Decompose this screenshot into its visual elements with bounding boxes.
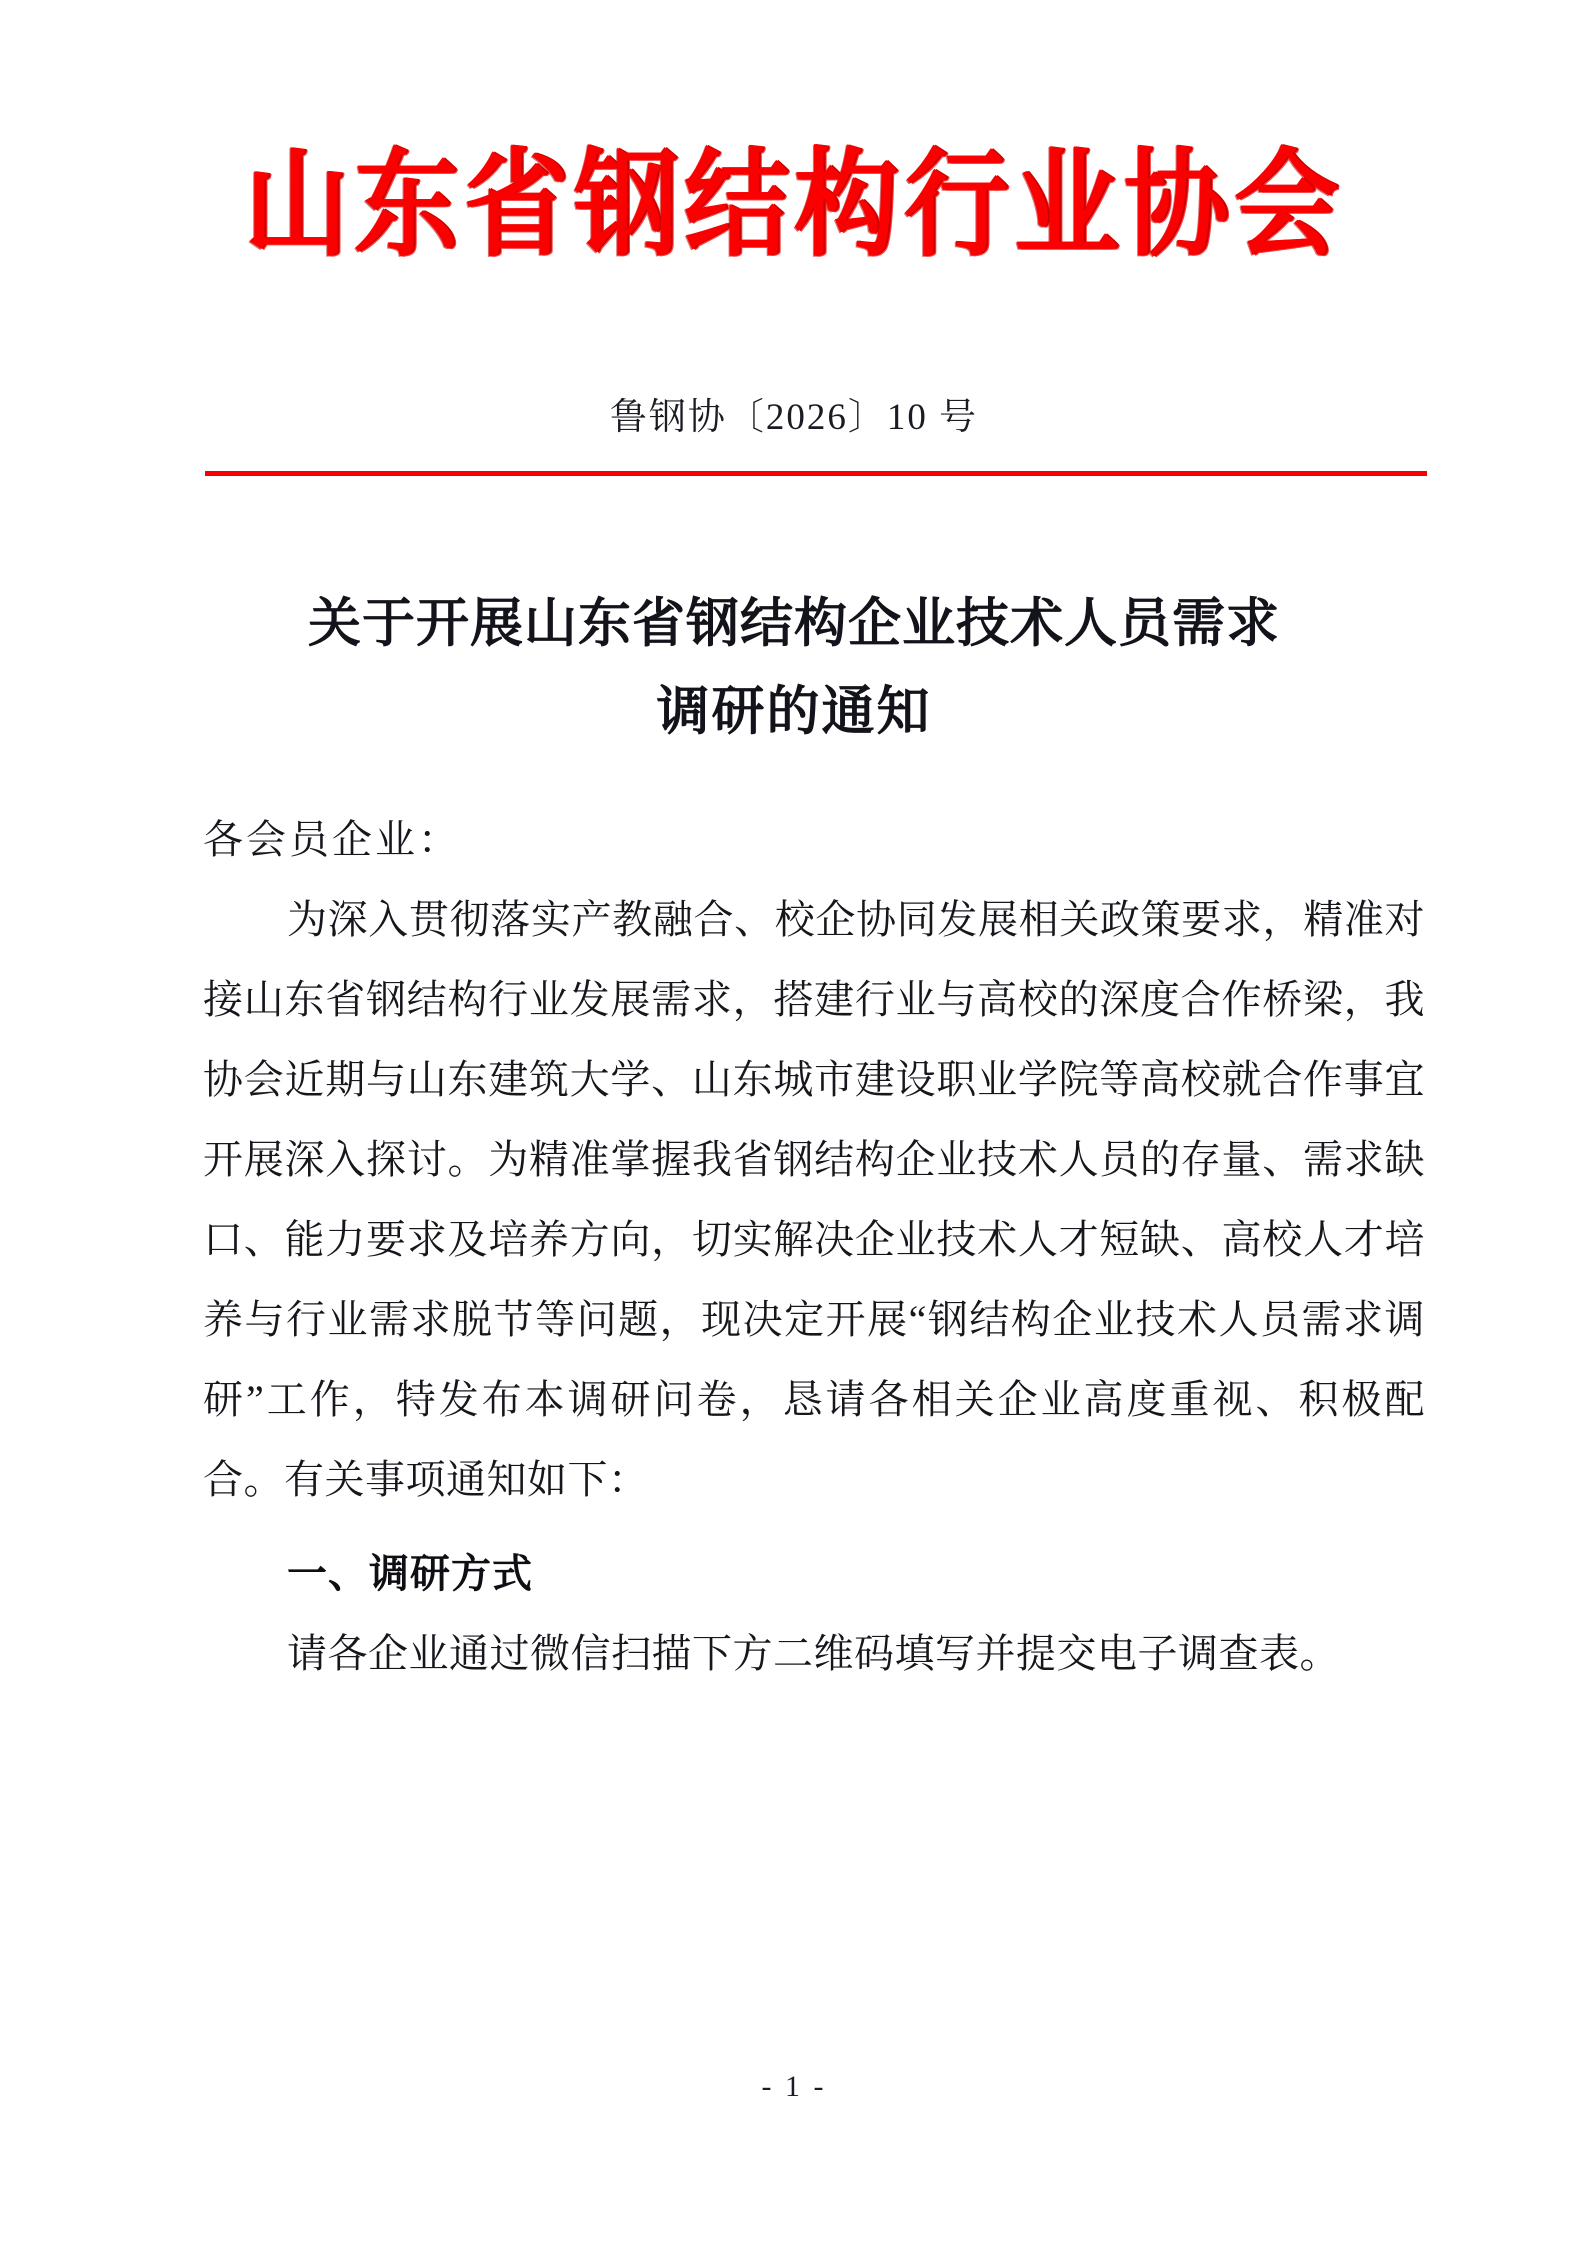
issuing-organization-title: 山东省钢结构行业协会 [243, 141, 1344, 271]
page-number-footer: - 1 - [761, 2070, 827, 2103]
paragraph-spacer [203, 1520, 1425, 1534]
document-number: 鲁钢协〔2026〕10 号 [609, 397, 979, 438]
page-title-line-1: 关于开展山东省钢结构企业技术人员需求 [308, 595, 1280, 653]
section-heading-1: 一、调研方式 [287, 1552, 533, 1596]
document-body [203, 800, 1425, 1694]
document-number-row [0, 392, 1588, 444]
body-paragraph-1: 为深入贯彻落实产教融合、校企协同发展相关政策要求，精准对接山东省钢结构行业发展需求，搭建行业与高校的深度合作桥梁，我协会近期与山东建筑大学、山东城市建设职业学院等高校就合作事宜开展深入探讨。为精准掌握我省钢结构企业技术人员的存量、需求缺口、能力要求及培养方向，切实解决企业技术人才短缺、高校人才培养与行业需求脱节等问题，现决定开展“钢结构企业技术人员需求调研”工作，特发布本调研问卷，恳请各相关企业高度重视、积极配合。有关事项通知如下： [203, 897, 1425, 1502]
salutation: 各会员企业： [203, 817, 461, 862]
red-separator-rule [205, 471, 1427, 476]
page-title-line-2: 调研的通知 [656, 683, 932, 741]
letterhead [0, 138, 1588, 271]
page-title [160, 580, 1428, 756]
section-1-paragraph: 请各企业通过微信扫描下方二维码填写并提交电子调查表。 [287, 1631, 1340, 1676]
